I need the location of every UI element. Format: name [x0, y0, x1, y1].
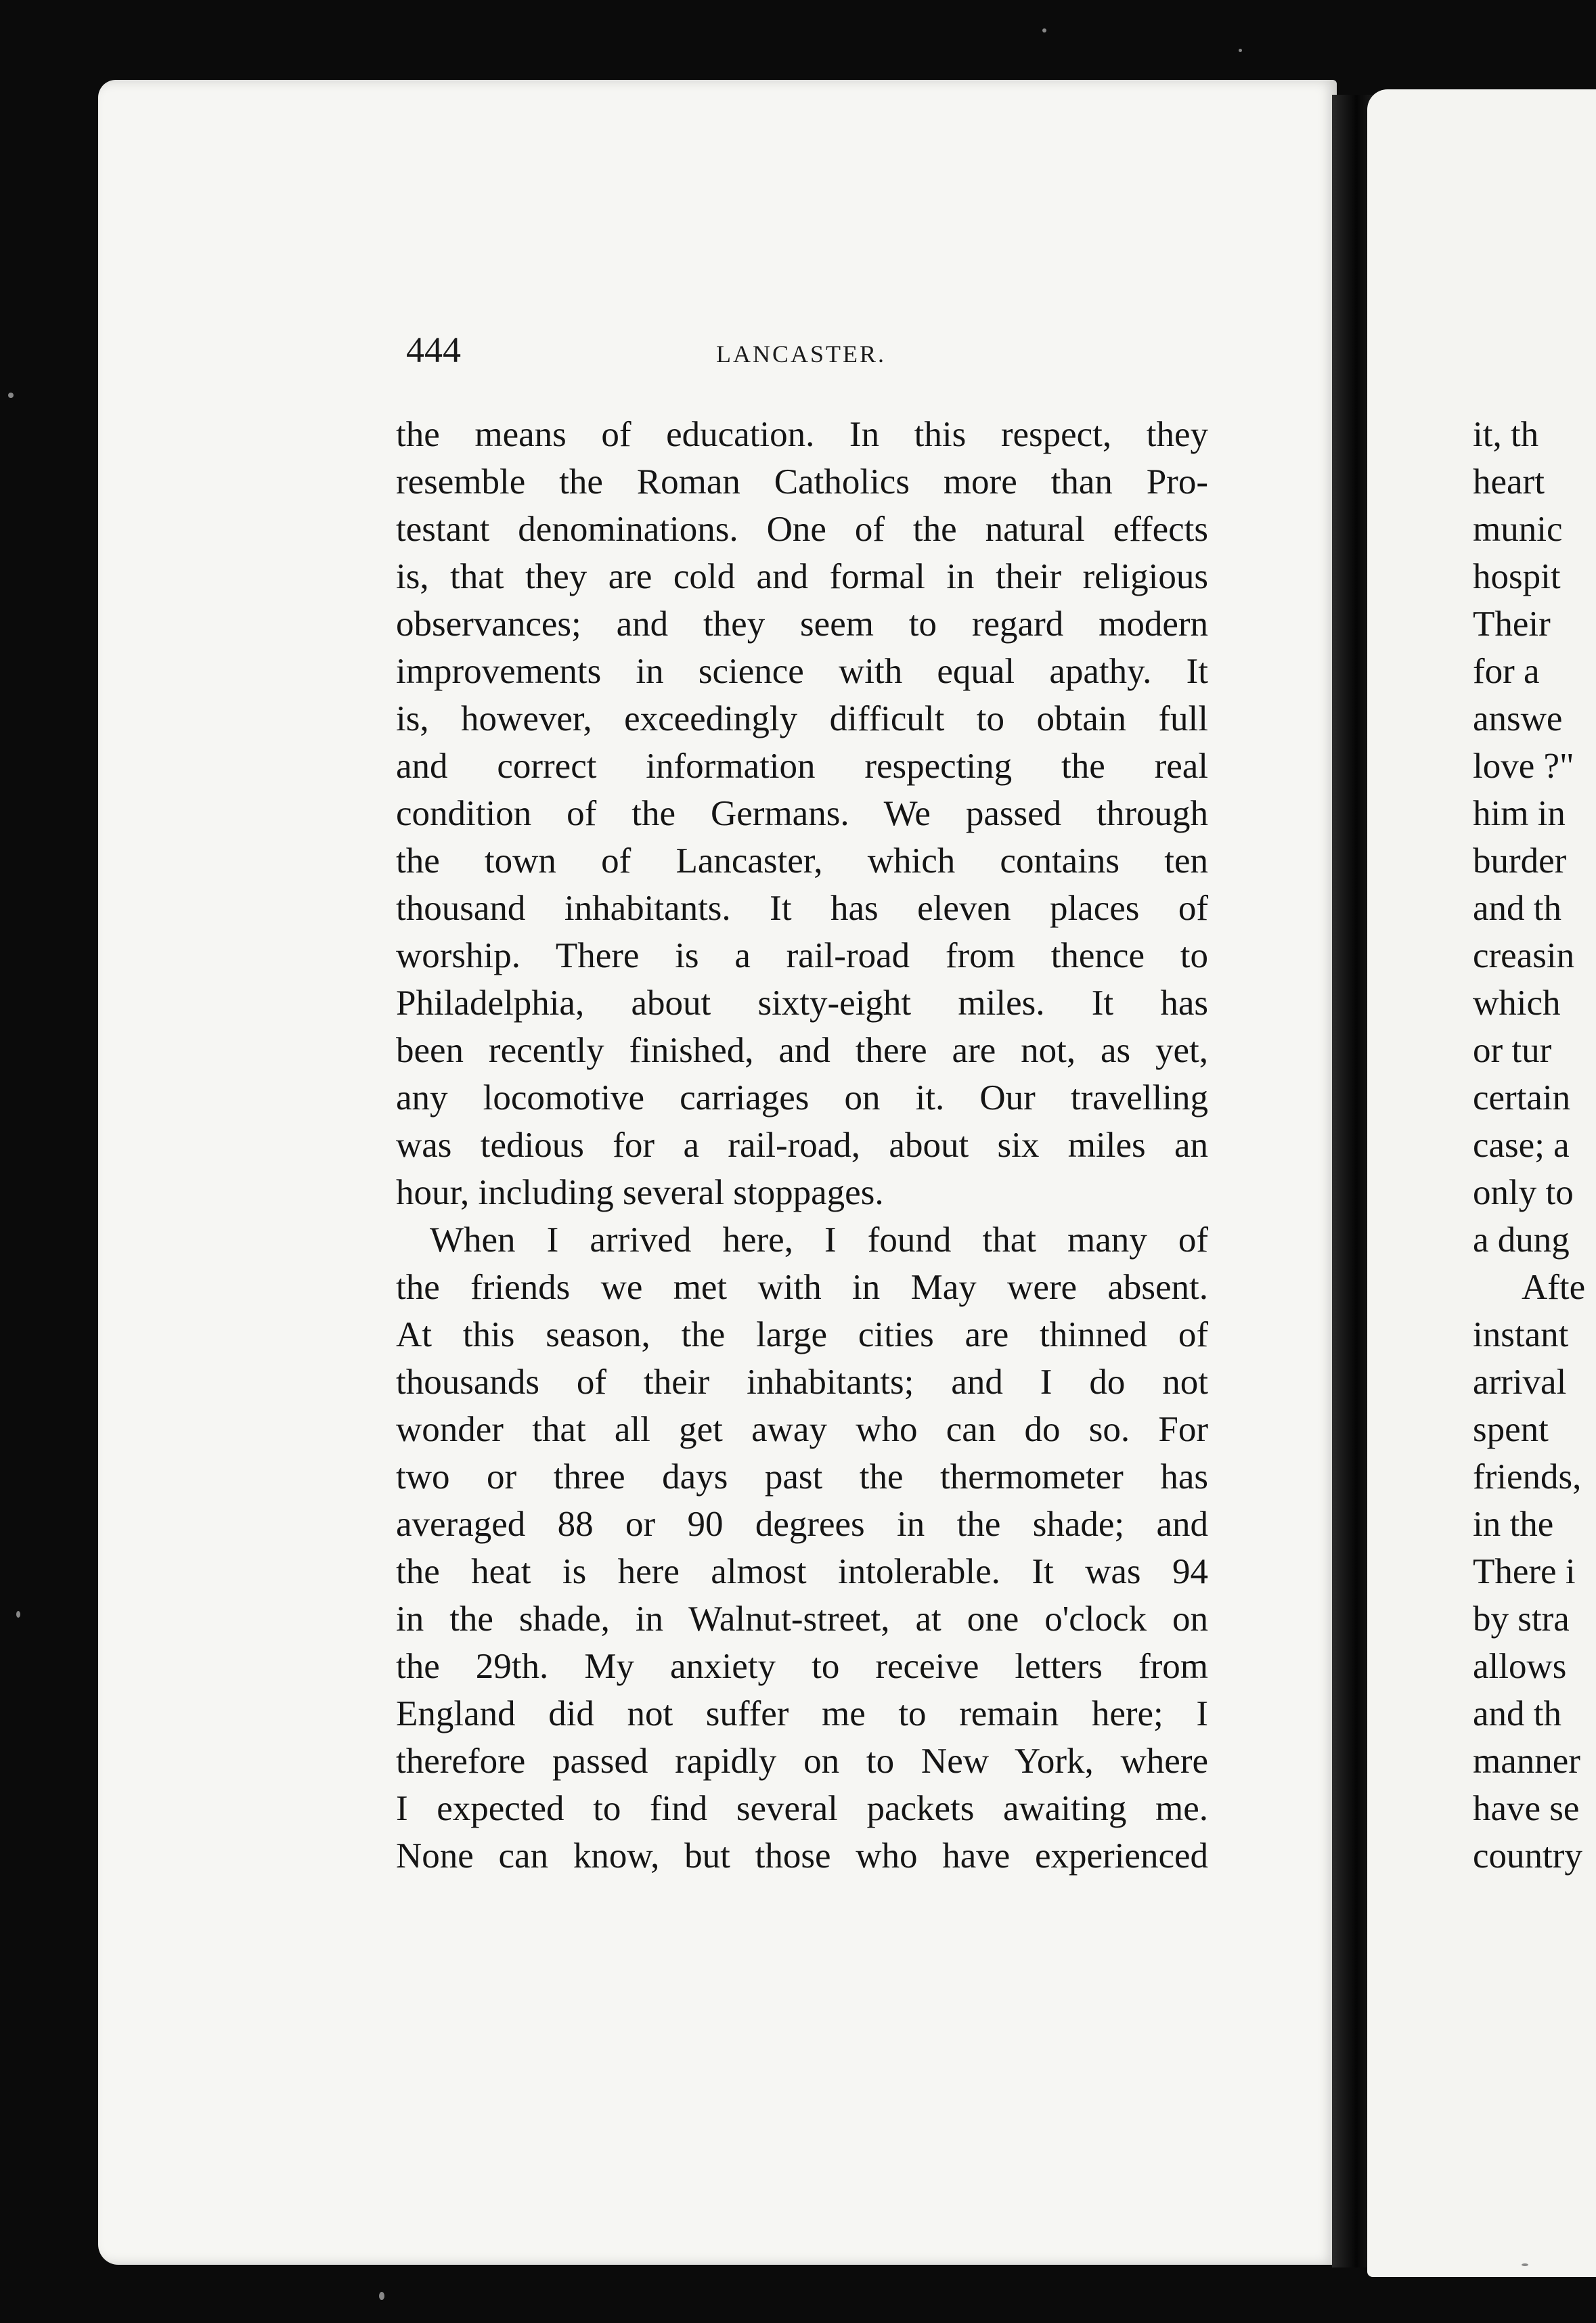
text-line: At this season, the large cities are thinned of — [396, 1315, 1208, 1354]
text-line: observances; and they seem to regard modern — [396, 604, 1208, 644]
partial-text-line: instant — [1473, 1315, 1569, 1354]
text-line: the heat is here almost intolerable. It was 94 — [396, 1552, 1208, 1591]
partial-text-line: answe — [1473, 699, 1563, 738]
text-line: resemble the Roman Catholics more than Pro- — [396, 462, 1208, 502]
text-line: Philadelphia, about sixty-eight miles. It has — [396, 983, 1208, 1023]
text-line: averaged 88 or 90 degrees in the shade; and — [396, 1505, 1208, 1544]
text-line: therefore passed rapidly on to New York, where — [396, 1742, 1208, 1781]
text-line: When I arrived here, I found that many of — [430, 1220, 1208, 1260]
text-line: worship. There is a rail-road from thence to — [396, 936, 1208, 975]
scan-speck — [1239, 49, 1242, 52]
text-line: thousand inhabitants. It has eleven places of — [396, 889, 1208, 928]
partial-text-line: country — [1473, 1836, 1582, 1876]
text-line: was tedious for a rail-road, about six miles an — [396, 1126, 1208, 1165]
right-page-partial-text — [1473, 411, 1585, 1880]
partial-text-line: and th — [1473, 1694, 1561, 1733]
partial-text-line: allows — [1473, 1647, 1567, 1686]
text-line: wonder that all get away who can do so. For — [396, 1410, 1208, 1449]
text-line: improvements in science with equal apathy. It — [396, 652, 1208, 691]
text-line: been recently finished, and there are not, as yet, — [396, 1031, 1208, 1070]
partial-text-line: for a — [1473, 652, 1540, 691]
text-line: and correct information respecting the real — [396, 747, 1208, 786]
text-line: testant denominations. One of the natural effects — [396, 510, 1208, 549]
partial-text-line: hospit — [1473, 557, 1561, 596]
page-header — [406, 326, 1218, 374]
text-line: is, that they are cold and formal in their religious — [396, 557, 1208, 596]
running-head: LANCASTER. — [716, 340, 887, 368]
left-page-body-text — [396, 411, 1208, 1880]
text-line: None can know, but those who have experienced — [396, 1836, 1208, 1876]
text-line: thousands of their inhabitants; and I do not — [396, 1363, 1208, 1402]
partial-text-line: burder — [1473, 841, 1567, 881]
book-gutter — [1332, 95, 1373, 2267]
partial-text-line: munic — [1473, 510, 1563, 549]
scan-speck — [1042, 28, 1046, 32]
partial-text-line: Their — [1473, 604, 1551, 644]
partial-text-line: it, th — [1473, 415, 1539, 454]
partial-text-line: There i — [1473, 1552, 1576, 1591]
partial-text-line: only to — [1473, 1173, 1574, 1212]
partial-text-line: manner — [1473, 1742, 1580, 1781]
partial-text-line: in the — [1473, 1505, 1554, 1544]
scan-speck — [379, 2292, 384, 2300]
partial-text-line: friends, — [1473, 1457, 1582, 1497]
text-line: is, however, exceedingly difficult to obtain full — [396, 699, 1208, 738]
partial-text-line: heart — [1473, 462, 1545, 502]
text-line: the friends we met with in May were absent. — [396, 1268, 1208, 1307]
partial-text-line: by stra — [1473, 1599, 1570, 1639]
page-number: 444 — [406, 330, 461, 370]
scan-speck — [16, 1611, 20, 1618]
partial-text-line: arrival — [1473, 1363, 1567, 1402]
partial-text-line: creasin — [1473, 936, 1575, 975]
partial-text-line: certain — [1473, 1078, 1571, 1118]
text-line: the 29th. My anxiety to receive letters from — [396, 1647, 1208, 1686]
text-line: any locomotive carriages on it. Our travelling — [396, 1078, 1208, 1118]
partial-text-line: him in — [1473, 794, 1566, 833]
scan-speck — [8, 393, 14, 398]
text-line: I expected to find several packets awaiting me. — [396, 1789, 1208, 1828]
partial-text-line: spent — [1473, 1410, 1549, 1449]
partial-text-line: Afte — [1522, 1268, 1586, 1307]
text-line: the means of education. In this respect, they — [396, 415, 1208, 454]
text-line: in the shade, in Walnut-street, at one o'clock on — [396, 1599, 1208, 1639]
partial-text-line: which — [1473, 983, 1561, 1023]
partial-text-line: or tur — [1473, 1031, 1552, 1070]
partial-text-line: and th — [1473, 889, 1561, 928]
text-line: condition of the Germans. We passed through — [396, 794, 1208, 833]
partial-text-line: have se — [1473, 1789, 1580, 1828]
partial-text-line: love ?" — [1473, 747, 1574, 786]
text-line: two or three days past the thermometer has — [396, 1457, 1208, 1497]
scan-speck — [1522, 2263, 1528, 2266]
text-line: the town of Lancaster, which contains ten — [396, 841, 1208, 881]
text-line: England did not suffer me to remain here; I — [396, 1694, 1208, 1733]
partial-text-line: a dung — [1473, 1220, 1570, 1260]
partial-text-line: case; a — [1473, 1126, 1570, 1165]
text-line: hour, including several stoppages. — [396, 1173, 884, 1212]
